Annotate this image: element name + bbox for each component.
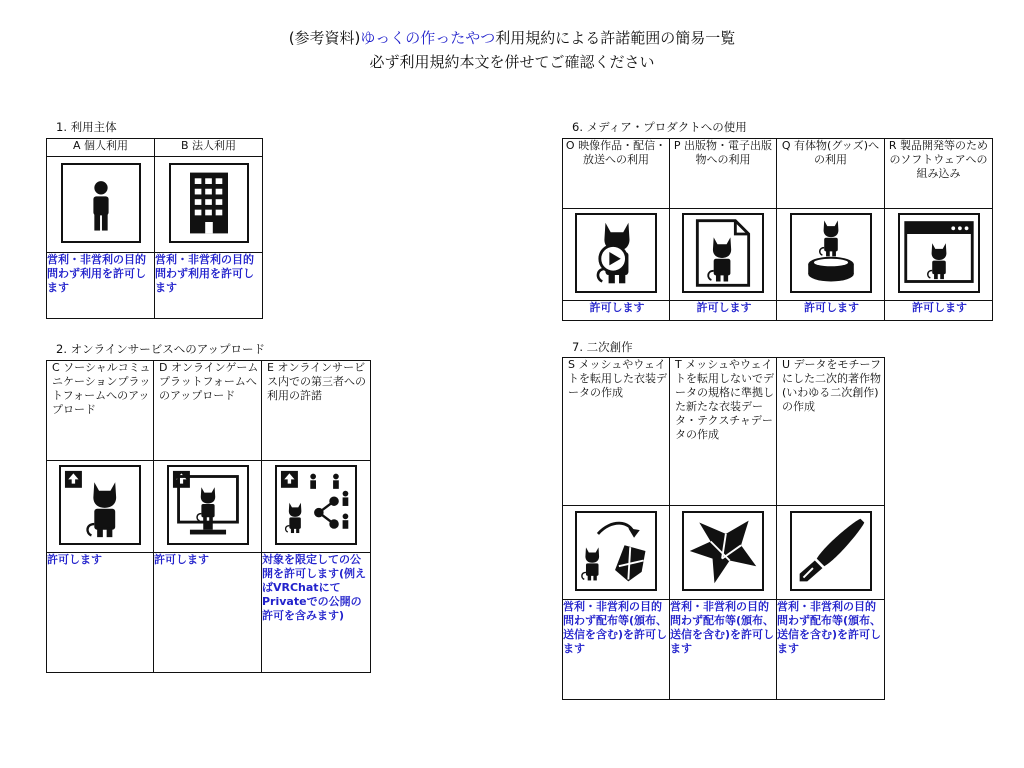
video-play-icon — [575, 213, 657, 293]
cell-heading-r: R 製品開発等のためのソフトウェアへの組み込み — [885, 139, 993, 209]
section-table-online-upload — [46, 360, 371, 673]
cell-heading-e: E オンラインサービス内での第三者への利用の許諾 — [262, 361, 371, 461]
software-window-icon — [898, 213, 980, 293]
cell-desc-c: 許可します — [47, 553, 154, 673]
section-title-media-product: 6. メディア・プロダクトへの使用 — [572, 120, 747, 134]
section-table-usage-subject — [46, 138, 263, 319]
person-icon — [61, 163, 141, 243]
section-title-usage-subject: 1. 利用主体 — [56, 120, 117, 134]
cell-heading-t: T メッシュやウェイトを転用しないでデータの規格に準拠した新たな衣装データ・テクスチャデータの作成 — [670, 358, 777, 506]
section-title-online-upload: 2. オンラインサービスへのアップロード — [56, 342, 265, 356]
cell-desc-b: 営利・非営利の目的問わず利用を許可します — [155, 253, 263, 319]
share-users-icon — [275, 465, 357, 545]
cell-desc-e: 対象を限定しての公開を許可します(例えばVRChatにてPrivateでの公開の許可を含みます) — [262, 553, 371, 673]
document-header — [0, 26, 1024, 74]
cell-desc-a: 営利・非営利の目的問わず利用を許可します — [47, 253, 155, 319]
cell-icon-o — [563, 209, 670, 301]
cell-icon-b — [155, 157, 263, 253]
section-table-derivative-works — [562, 357, 885, 700]
cell-icon-u — [777, 506, 885, 600]
cell-icon-s — [563, 506, 670, 600]
cell-icon-q — [777, 209, 885, 301]
cell-desc-u: 営利・非営利の目的問わず配布等(頒布、送信を含む)を許可します — [777, 600, 885, 700]
upload-monitor-icon — [167, 465, 249, 545]
cell-desc-s: 営利・非営利の目的問わず配布等(頒布、送信を含む)を許可します — [563, 600, 670, 700]
cell-icon-c — [47, 461, 154, 553]
section-title-derivative-works: 7. 二次創作 — [572, 340, 633, 354]
cell-icon-a — [47, 157, 155, 253]
header-prefix: (参考資料) — [288, 29, 361, 47]
cell-desc-d: 許可します — [154, 553, 262, 673]
cell-icon-t — [670, 506, 777, 600]
cell-desc-o: 許可します — [563, 301, 670, 321]
section-table-media-product — [562, 138, 993, 321]
upload-avatar-icon — [59, 465, 141, 545]
document-icon — [682, 213, 764, 293]
cell-icon-e — [262, 461, 371, 553]
cell-heading-c: C ソーシャルコミュニケーションプラットフォームへのアップロード — [47, 361, 154, 461]
cell-desc-p: 許可します — [670, 301, 777, 321]
cell-desc-q: 許可します — [777, 301, 885, 321]
cell-heading-a: A 個人利用 — [47, 139, 155, 157]
cell-heading-b: B 法人利用 — [155, 139, 263, 157]
cell-heading-u: U データをモチーフにした二次的著作物(いわゆる二次創作)の作成 — [777, 358, 885, 506]
cell-heading-s: S メッシュやウェイトを転用した衣装データの作成 — [563, 358, 670, 506]
cell-heading-p: P 出版物・電子出版物への利用 — [670, 139, 777, 209]
header-line-2: 必ず利用規約本文を併せてご確認ください — [369, 53, 655, 71]
cell-heading-q: Q 有体物(グッズ)への利用 — [777, 139, 885, 209]
mesh-transfer-icon — [575, 511, 657, 591]
cell-icon-p — [670, 209, 777, 301]
cell-heading-d: D オンラインゲームプラットフォームへのアップロード — [154, 361, 262, 461]
cloth-icon — [682, 511, 764, 591]
header-line-1 — [0, 26, 1024, 50]
cell-icon-r — [885, 209, 993, 301]
figure-goods-icon — [790, 213, 872, 293]
cell-desc-r: 許可します — [885, 301, 993, 321]
header-accent-link[interactable]: ゆっくの作ったやつ — [360, 29, 496, 47]
pen-nib-icon — [790, 511, 872, 591]
cell-icon-d — [154, 461, 262, 553]
cell-desc-t: 営利・非営利の目的問わず配布等(頒布、送信を含む)を許可します — [670, 600, 777, 700]
building-icon — [169, 163, 249, 243]
header-suffix: 利用規約による許諾範囲の簡易一覧 — [495, 29, 736, 47]
cell-heading-o: O 映像作品・配信・放送への利用 — [563, 139, 670, 209]
